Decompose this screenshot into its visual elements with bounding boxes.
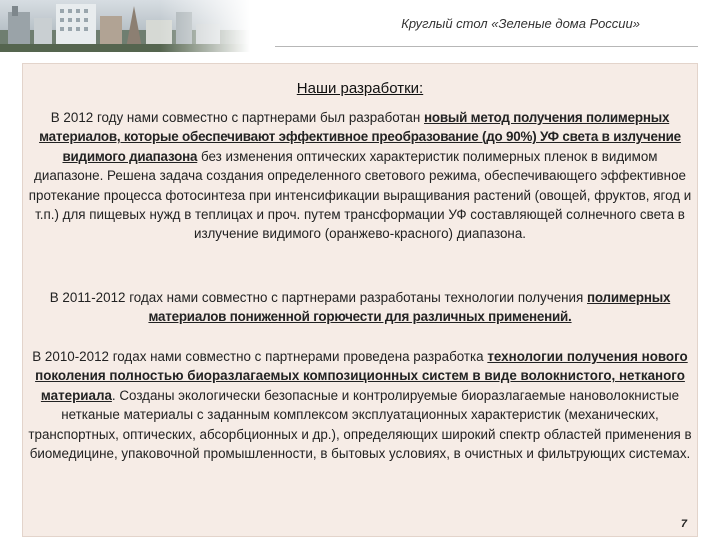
paragraph-1 (27, 108, 693, 244)
paragraph-2-highlight: полимерных материалов пониженной горючести для различных применений. (148, 290, 671, 325)
paragraph-3-suffix: . Созданы экологически безопасные и контролируемые биоразлагаемые нановолокнистые нетканые материалы с заданным комплексом эксплуатационных характеристик (механических, транспортных, оптических, абсорбционных и др.), определяющих широкий спектр областей применения в биомедицине, упаковочной промышленности, в бытовых условиях, в очистных и фильтрующих системах. (28, 387, 692, 462)
content-panel (22, 63, 698, 537)
paragraph-2-prefix: В 2011-2012 годах нами совместно с партнерами разработаны технологии получения (49, 290, 588, 305)
header-banner-image (0, 0, 250, 52)
section-title-text: Наши разработки: (296, 80, 424, 97)
header-title: Круглый стол «Зеленые дома России» (401, 16, 640, 31)
paragraph-3 (27, 347, 693, 463)
paragraph-3-highlight: технологии получения нового поколения полностью биоразлагаемых композиционных систем в виде волокнистого, нетканого материала (35, 349, 688, 403)
paragraph-1-suffix: без изменения оптических характеристик полимерных пленок в видимом диапазоне. Решена задача создания определенного светового режима, обеспечивающего эффективное протекание процесса фотосинтеза при интенсификации выращивания растений (овощей, фруктов, ягод и т.п.) для пищевых нужд в теплицах и проч. путем трансформации УФ составляющей солнечного света в излучение видимого (оранжево-красного) диапазона. (28, 148, 692, 242)
header-divider (275, 46, 698, 47)
paragraph-1-prefix: В 2012 году нами совместно с партнерами был разработан (50, 110, 424, 125)
city-buildings-icon (0, 0, 250, 52)
page-number: 7 (680, 518, 687, 530)
paragraph-2 (27, 288, 693, 327)
section-title (23, 80, 697, 97)
paragraph-3-prefix: В 2010-2012 годах нами совместно с партнерами проведена разработка (32, 349, 488, 364)
paragraph-1-highlight: новый метод получения полимерных материалов, которые обеспечивают эффективное преобразование (до 90%) УФ света в излучение видимого диапазона (39, 110, 681, 164)
